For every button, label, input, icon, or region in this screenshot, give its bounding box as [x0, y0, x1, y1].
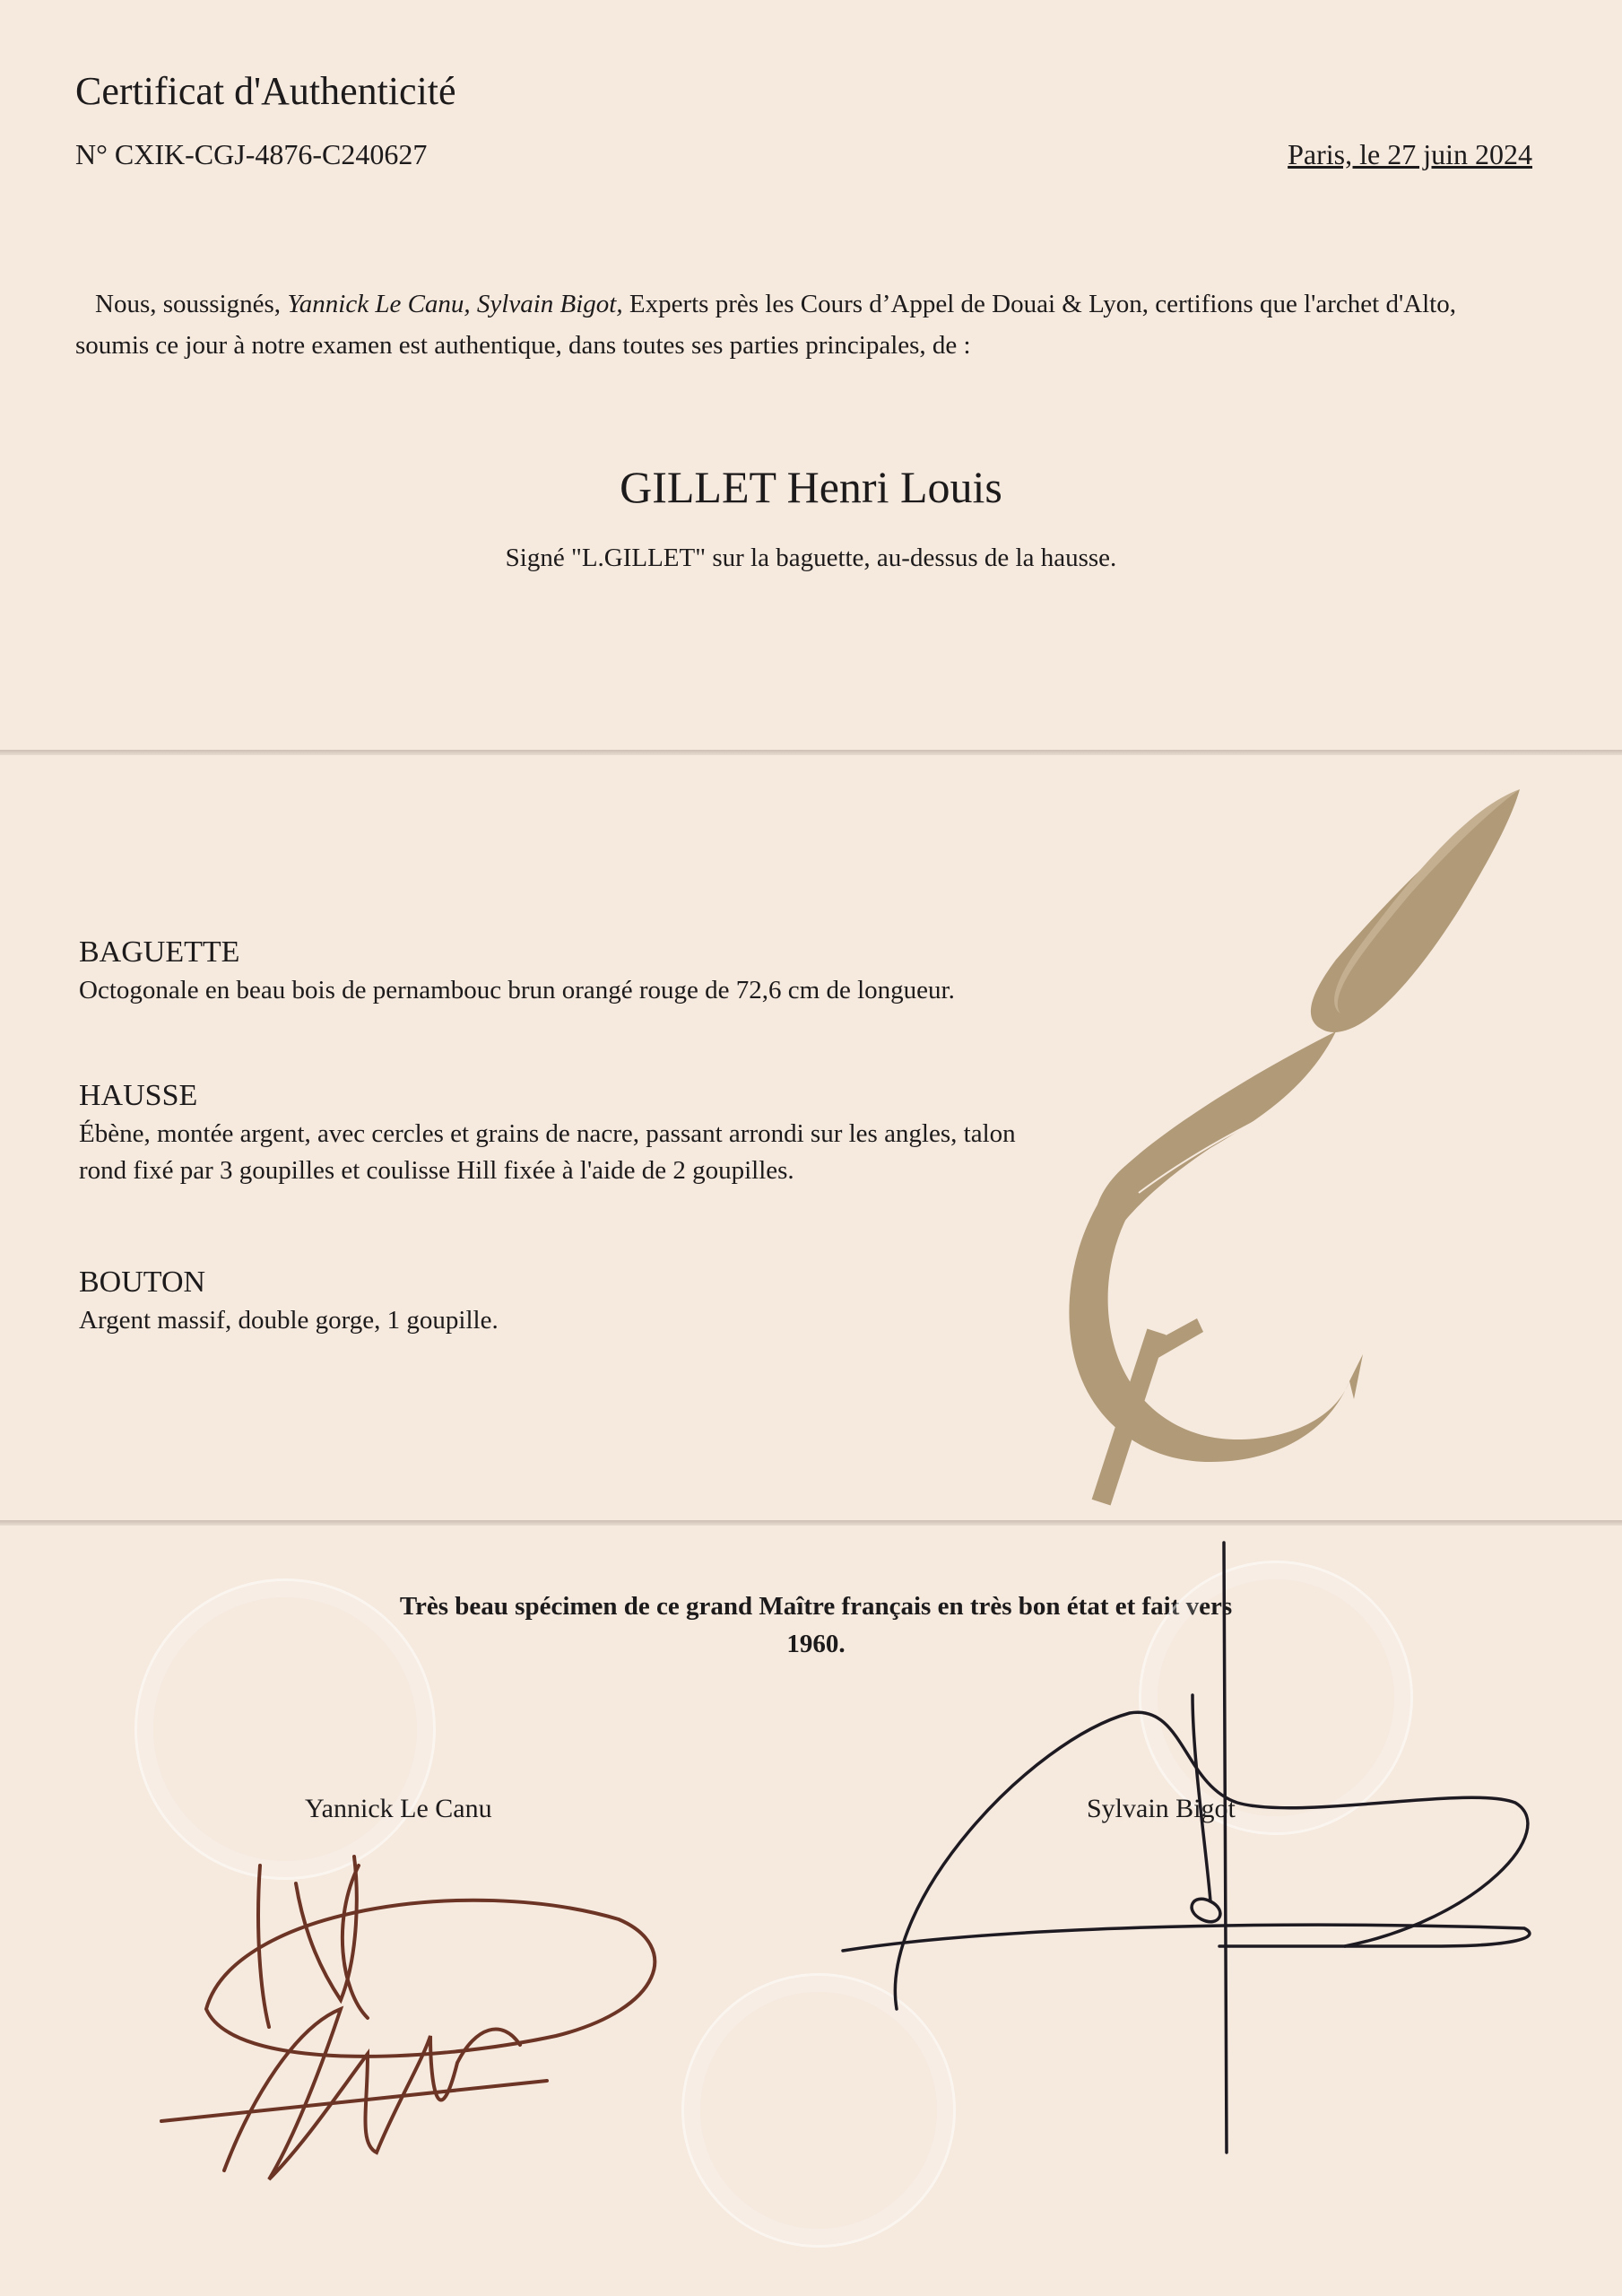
embossed-seal — [681, 1973, 956, 2248]
section-baguette — [79, 933, 1029, 1009]
quill-scroll-emblem — [1040, 771, 1542, 1516]
embossed-seal — [134, 1578, 436, 1880]
signature-le-canu — [161, 1857, 655, 2179]
section-heading: BOUTON — [79, 1265, 206, 1299]
conclusion-text: Très beau spécimen de ce grand Maître français en très bon état et fait vers 1960. — [399, 1592, 1233, 1658]
intro-lead: Nous, soussignés, — [95, 290, 288, 318]
section-text: Argent massif, double gorge, 1 goupille. — [79, 1306, 499, 1335]
signatory-name: Yannick Le Canu — [305, 1794, 492, 1823]
signatory-name: Sylvain Bigot — [1087, 1794, 1236, 1823]
section-hausse — [79, 1076, 1029, 1189]
section-heading: BAGUETTE — [79, 935, 240, 969]
certificate-number: N° CXIK-CGJ-4876-C240627 — [75, 138, 428, 170]
section-text: Octogonale en beau bois de pernambouc brun orangé rouge de 72,6 cm de longueur. — [79, 976, 955, 1004]
section-text: Ébène, montée argent, avec cercles et grains de nacre, passant arrondi sur les angles, talon rond fixé par 3 goupilles et coulisse Hill fixée à l'aide de 2 goupilles. — [79, 1119, 1016, 1185]
signature-note: Signé "L.GILLET" sur la baguette, au-dessus de la hausse. — [505, 544, 1117, 572]
certificate-title: Certificat d'Authenticité — [75, 69, 456, 113]
section-heading: HAUSSE — [79, 1079, 198, 1112]
fold-line — [0, 750, 1622, 755]
fold-line — [0, 1520, 1622, 1526]
intro-paragraph — [75, 283, 1501, 366]
place-date: Paris, le 27 juin 2024 — [1288, 138, 1532, 170]
maker-name: GILLET Henri Louis — [620, 462, 1002, 512]
section-bouton — [79, 1263, 1029, 1339]
intro-text: Experts près les Cours d’Appel de Douai & Lyon, certifions que l'archet d'Alto, soumis ce jour à notre examen est authentique, dans toutes ses parties principales, de : — [75, 290, 1456, 360]
expert-names: Yannick Le Canu, Sylvain Bigot, — [287, 290, 623, 318]
